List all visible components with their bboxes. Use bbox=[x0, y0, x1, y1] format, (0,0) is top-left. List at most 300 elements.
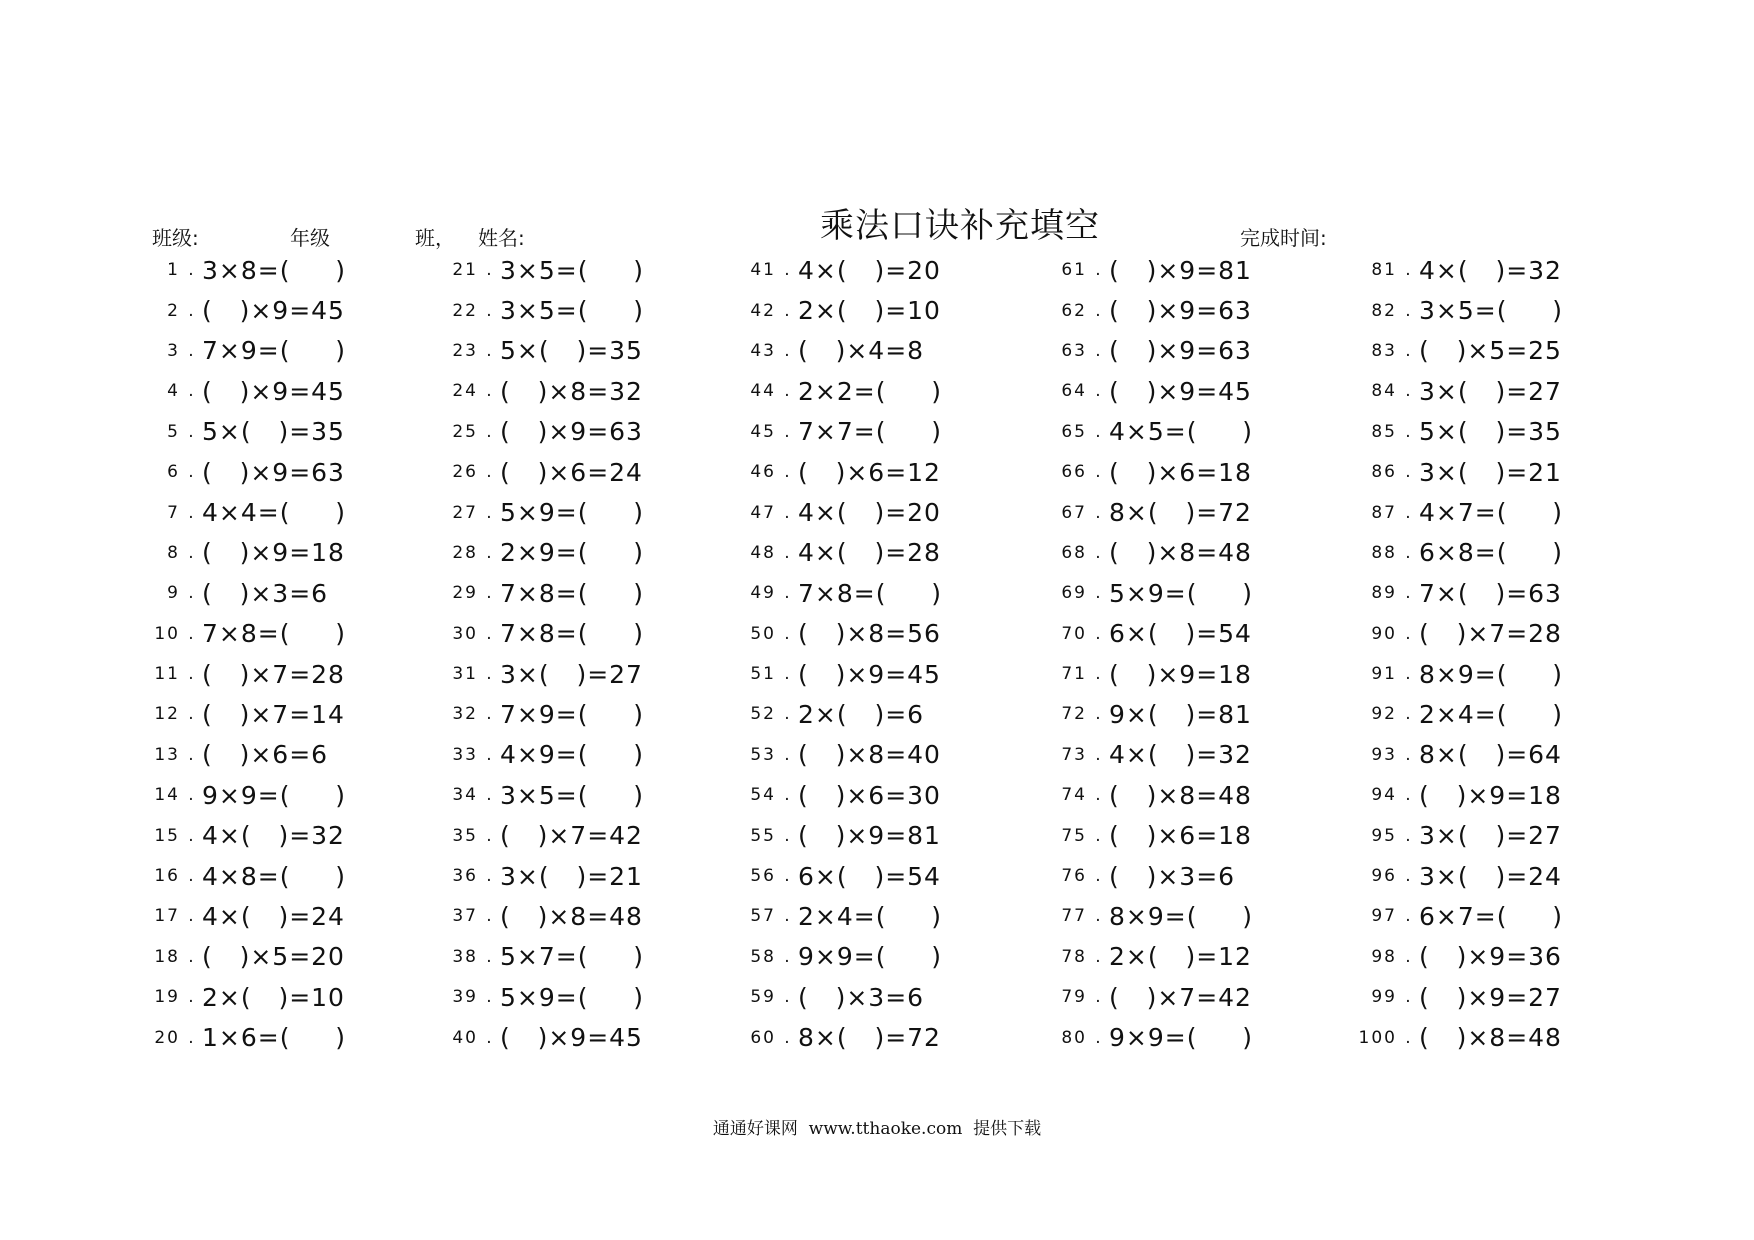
equation-text: ( )×4=8 bbox=[798, 336, 925, 366]
number-separator: . bbox=[486, 1027, 492, 1048]
number-separator: . bbox=[486, 623, 492, 644]
equation-text: ( )×6=6 bbox=[202, 740, 329, 770]
problem-row bbox=[110, 856, 400, 896]
class-label: 班级: bbox=[152, 226, 199, 250]
problem-row bbox=[110, 815, 400, 855]
problem-row bbox=[706, 856, 996, 896]
grade-label: 年级 bbox=[290, 226, 330, 250]
equation-text: 4×( )=20 bbox=[798, 255, 941, 285]
number-separator: . bbox=[784, 825, 790, 846]
equation-text: 3×( )=27 bbox=[1419, 821, 1562, 851]
number-separator: . bbox=[1095, 542, 1101, 563]
number-separator: . bbox=[784, 906, 790, 927]
equation-text: ( )×7=42 bbox=[1109, 982, 1252, 1012]
equation-text: 3×( )=27 bbox=[1419, 376, 1562, 406]
number-separator: . bbox=[486, 381, 492, 402]
problem-number: 12 bbox=[154, 704, 180, 725]
problem-row bbox=[408, 977, 698, 1017]
equation-text: ( )×9=18 bbox=[1419, 780, 1562, 810]
problem-row bbox=[1327, 694, 1617, 734]
problem-number: 94 bbox=[1371, 785, 1397, 806]
number-separator: . bbox=[784, 664, 790, 685]
problem-number: 56 bbox=[750, 866, 776, 887]
problem-row bbox=[1017, 614, 1307, 654]
problem-row bbox=[408, 331, 698, 371]
equation-text: ( )×9=27 bbox=[1419, 982, 1562, 1012]
problem-number: 33 bbox=[452, 744, 478, 765]
number-separator: . bbox=[486, 260, 492, 281]
equation-text: 7×8=( ) bbox=[798, 578, 942, 608]
problem-number: 38 bbox=[452, 946, 478, 967]
number-separator: . bbox=[1095, 1027, 1101, 1048]
problem-number: 17 bbox=[154, 906, 180, 927]
number-separator: . bbox=[486, 583, 492, 604]
problem-number: 23 bbox=[452, 340, 478, 361]
problem-row bbox=[706, 694, 996, 734]
problem-row bbox=[110, 654, 400, 694]
problem-row bbox=[706, 775, 996, 815]
problem-row bbox=[1017, 654, 1307, 694]
number-separator: . bbox=[486, 825, 492, 846]
problem-number: 25 bbox=[452, 421, 478, 442]
equation-text: 2×4=( ) bbox=[798, 901, 942, 931]
problem-row bbox=[1327, 452, 1617, 492]
problem-number: 77 bbox=[1061, 906, 1087, 927]
number-separator: . bbox=[486, 866, 492, 887]
number-separator: . bbox=[1405, 825, 1411, 846]
problem-row bbox=[1017, 250, 1307, 290]
problem-number: 21 bbox=[452, 260, 478, 281]
problem-row bbox=[706, 937, 996, 977]
equation-text: 8×( )=72 bbox=[798, 1023, 941, 1053]
number-separator: . bbox=[784, 421, 790, 442]
problem-number: 57 bbox=[750, 906, 776, 927]
number-separator: . bbox=[188, 785, 194, 806]
number-separator: . bbox=[1095, 421, 1101, 442]
problem-row bbox=[1017, 856, 1307, 896]
problem-number: 74 bbox=[1061, 785, 1087, 806]
number-separator: . bbox=[1095, 946, 1101, 967]
equation-text: 6×( )=54 bbox=[1109, 619, 1252, 649]
problem-number: 1 bbox=[167, 260, 180, 281]
problem-number: 29 bbox=[452, 583, 478, 604]
problem-number: 20 bbox=[154, 1027, 180, 1048]
number-separator: . bbox=[1095, 340, 1101, 361]
problem-row bbox=[408, 654, 698, 694]
problem-number: 97 bbox=[1371, 906, 1397, 927]
problem-row bbox=[110, 977, 400, 1017]
problem-row bbox=[1327, 614, 1617, 654]
problem-row bbox=[110, 937, 400, 977]
problem-number: 40 bbox=[452, 1027, 478, 1048]
problem-row bbox=[706, 452, 996, 492]
problem-number: 98 bbox=[1371, 946, 1397, 967]
equation-text: ( )×6=12 bbox=[798, 457, 941, 487]
problem-row bbox=[110, 331, 400, 371]
problem-number: 32 bbox=[452, 704, 478, 725]
equation-text: 7×8=( ) bbox=[500, 578, 644, 608]
problem-row bbox=[1327, 977, 1617, 1017]
problem-row bbox=[408, 614, 698, 654]
completion-time-label: 完成时间: bbox=[1240, 226, 1327, 250]
number-separator: . bbox=[188, 866, 194, 887]
number-separator: . bbox=[486, 946, 492, 967]
equation-text: ( )×8=40 bbox=[798, 740, 941, 770]
number-separator: . bbox=[486, 987, 492, 1008]
problem-number: 85 bbox=[1371, 421, 1397, 442]
number-separator: . bbox=[1405, 906, 1411, 927]
problem-number: 18 bbox=[154, 946, 180, 967]
problem-row bbox=[408, 290, 698, 330]
equation-text: 5×( )=35 bbox=[500, 336, 643, 366]
problem-row bbox=[408, 250, 698, 290]
problem-number: 37 bbox=[452, 906, 478, 927]
number-separator: . bbox=[486, 462, 492, 483]
problem-number: 48 bbox=[750, 542, 776, 563]
problem-column-2 bbox=[408, 250, 698, 1058]
problem-number: 81 bbox=[1371, 260, 1397, 281]
number-separator: . bbox=[1405, 421, 1411, 442]
equation-text: ( )×6=30 bbox=[798, 780, 941, 810]
problem-row bbox=[1327, 371, 1617, 411]
problem-number: 63 bbox=[1061, 340, 1087, 361]
equation-text: ( )×9=45 bbox=[500, 1023, 643, 1053]
problem-row bbox=[408, 1017, 698, 1057]
equation-text: 4×( )=32 bbox=[202, 821, 345, 851]
problem-number: 2 bbox=[167, 300, 180, 321]
number-separator: . bbox=[784, 785, 790, 806]
problem-number: 7 bbox=[167, 502, 180, 523]
problem-number: 73 bbox=[1061, 744, 1087, 765]
problem-row bbox=[408, 896, 698, 936]
equation-text: 6×8=( ) bbox=[1419, 538, 1563, 568]
number-separator: . bbox=[486, 744, 492, 765]
equation-text: 1×6=( ) bbox=[202, 1023, 346, 1053]
number-separator: . bbox=[1095, 260, 1101, 281]
problem-number: 72 bbox=[1061, 704, 1087, 725]
problem-row bbox=[1327, 815, 1617, 855]
problem-number: 53 bbox=[750, 744, 776, 765]
number-separator: . bbox=[1405, 260, 1411, 281]
number-separator: . bbox=[486, 542, 492, 563]
equation-text: ( )×9=81 bbox=[798, 821, 941, 851]
equation-text: ( )×8=48 bbox=[1109, 780, 1252, 810]
problem-row bbox=[1017, 412, 1307, 452]
problem-row bbox=[110, 573, 400, 613]
equation-text: 5×( )=35 bbox=[202, 417, 345, 447]
problem-number: 49 bbox=[750, 583, 776, 604]
equation-text: 4×( )=28 bbox=[798, 538, 941, 568]
problem-column-4 bbox=[1017, 250, 1307, 1058]
number-separator: . bbox=[784, 866, 790, 887]
equation-text: 6×( )=54 bbox=[798, 861, 941, 891]
number-separator: . bbox=[784, 987, 790, 1008]
problem-row bbox=[1327, 250, 1617, 290]
number-separator: . bbox=[784, 462, 790, 483]
number-separator: . bbox=[1095, 744, 1101, 765]
equation-text: 7×9=( ) bbox=[500, 699, 644, 729]
number-separator: . bbox=[1405, 987, 1411, 1008]
problem-column-1 bbox=[110, 250, 400, 1058]
equation-text: 2×( )=6 bbox=[798, 699, 925, 729]
problem-row bbox=[1017, 533, 1307, 573]
number-separator: . bbox=[188, 260, 194, 281]
number-separator: . bbox=[188, 462, 194, 483]
problem-row bbox=[1017, 735, 1307, 775]
problem-number: 51 bbox=[750, 664, 776, 685]
problem-number: 3 bbox=[167, 340, 180, 361]
problem-row bbox=[706, 533, 996, 573]
problem-row bbox=[1017, 371, 1307, 411]
number-separator: . bbox=[1405, 462, 1411, 483]
problem-number: 67 bbox=[1061, 502, 1087, 523]
number-separator: . bbox=[784, 340, 790, 361]
equation-text: 8×( )=64 bbox=[1419, 740, 1562, 770]
problem-number: 86 bbox=[1371, 462, 1397, 483]
problem-number: 58 bbox=[750, 946, 776, 967]
number-separator: . bbox=[486, 502, 492, 523]
number-separator: . bbox=[188, 340, 194, 361]
number-separator: . bbox=[486, 664, 492, 685]
problem-row bbox=[408, 492, 698, 532]
equation-text: ( )×9=63 bbox=[1109, 336, 1252, 366]
equation-text: 7×8=( ) bbox=[202, 619, 346, 649]
problem-number: 36 bbox=[452, 866, 478, 887]
problem-row bbox=[110, 614, 400, 654]
number-separator: . bbox=[188, 421, 194, 442]
number-separator: . bbox=[1405, 542, 1411, 563]
problem-number: 83 bbox=[1371, 340, 1397, 361]
equation-text: 4×( )=24 bbox=[202, 901, 345, 931]
problem-number: 76 bbox=[1061, 866, 1087, 887]
equation-text: 9×9=( ) bbox=[1109, 1023, 1253, 1053]
problem-number: 24 bbox=[452, 381, 478, 402]
problem-number: 9 bbox=[167, 583, 180, 604]
equation-text: ( )×6=24 bbox=[500, 457, 643, 487]
problem-row bbox=[110, 896, 400, 936]
problem-row bbox=[110, 775, 400, 815]
number-separator: . bbox=[1095, 381, 1101, 402]
problem-row bbox=[408, 694, 698, 734]
problem-row bbox=[706, 614, 996, 654]
problem-row bbox=[706, 492, 996, 532]
number-separator: . bbox=[1405, 785, 1411, 806]
number-separator: . bbox=[1095, 866, 1101, 887]
problem-row bbox=[1017, 815, 1307, 855]
number-separator: . bbox=[1405, 866, 1411, 887]
problem-row bbox=[408, 735, 698, 775]
equation-text: ( )×8=48 bbox=[500, 901, 643, 931]
problem-row bbox=[706, 250, 996, 290]
problem-row bbox=[1327, 775, 1617, 815]
footer-credit: 通通好课网 www.tthaoke.com 提供下载 bbox=[712, 1119, 1042, 1139]
number-separator: . bbox=[1405, 1027, 1411, 1048]
problem-row bbox=[1327, 492, 1617, 532]
number-separator: . bbox=[188, 583, 194, 604]
problem-number: 31 bbox=[452, 664, 478, 685]
problem-number: 95 bbox=[1371, 825, 1397, 846]
problem-row bbox=[408, 937, 698, 977]
problem-number: 66 bbox=[1061, 462, 1087, 483]
number-separator: . bbox=[1095, 623, 1101, 644]
equation-text: 3×( )=24 bbox=[1419, 861, 1562, 891]
problem-row bbox=[1327, 331, 1617, 371]
problem-row bbox=[1017, 1017, 1307, 1057]
problem-number: 30 bbox=[452, 623, 478, 644]
number-separator: . bbox=[1095, 300, 1101, 321]
problem-row bbox=[706, 331, 996, 371]
number-separator: . bbox=[188, 987, 194, 1008]
number-separator: . bbox=[784, 502, 790, 523]
number-separator: . bbox=[188, 825, 194, 846]
number-separator: . bbox=[188, 502, 194, 523]
equation-text: 3×5=( ) bbox=[1419, 296, 1563, 326]
problem-number: 65 bbox=[1061, 421, 1087, 442]
problem-number: 59 bbox=[750, 987, 776, 1008]
number-separator: . bbox=[784, 300, 790, 321]
number-separator: . bbox=[486, 785, 492, 806]
equation-text: 2×2=( ) bbox=[798, 376, 942, 406]
equation-text: 4×( )=20 bbox=[798, 498, 941, 528]
problem-row bbox=[1327, 573, 1617, 613]
problem-number: 54 bbox=[750, 785, 776, 806]
equation-text: ( )×9=18 bbox=[202, 538, 345, 568]
problem-number: 87 bbox=[1371, 502, 1397, 523]
problem-row bbox=[110, 412, 400, 452]
problem-number: 8 bbox=[167, 542, 180, 563]
number-separator: . bbox=[486, 421, 492, 442]
equation-text: 9×9=( ) bbox=[202, 780, 346, 810]
problem-number: 100 bbox=[1358, 1027, 1397, 1048]
problem-row bbox=[1017, 573, 1307, 613]
problem-number: 79 bbox=[1061, 987, 1087, 1008]
problem-number: 11 bbox=[154, 664, 180, 685]
problem-row bbox=[1327, 937, 1617, 977]
problem-row bbox=[408, 371, 698, 411]
problem-number: 52 bbox=[750, 704, 776, 725]
problem-number: 47 bbox=[750, 502, 776, 523]
number-separator: . bbox=[784, 623, 790, 644]
problem-number: 88 bbox=[1371, 542, 1397, 563]
number-separator: . bbox=[486, 906, 492, 927]
problem-number: 90 bbox=[1371, 623, 1397, 644]
problem-row bbox=[1327, 1017, 1617, 1057]
number-separator: . bbox=[1405, 744, 1411, 765]
equation-text: ( )×7=42 bbox=[500, 821, 643, 851]
number-separator: . bbox=[784, 260, 790, 281]
problem-number: 80 bbox=[1061, 1027, 1087, 1048]
equation-text: ( )×8=48 bbox=[1419, 1023, 1562, 1053]
problem-number: 70 bbox=[1061, 623, 1087, 644]
equation-text: 2×4=( ) bbox=[1419, 699, 1563, 729]
problem-row bbox=[1017, 331, 1307, 371]
equation-text: ( )×9=36 bbox=[1419, 942, 1562, 972]
number-separator: . bbox=[1405, 583, 1411, 604]
problem-row bbox=[110, 694, 400, 734]
problem-row bbox=[110, 735, 400, 775]
number-separator: . bbox=[1095, 704, 1101, 725]
problem-number: 78 bbox=[1061, 946, 1087, 967]
problem-number: 14 bbox=[154, 785, 180, 806]
problem-row bbox=[1017, 452, 1307, 492]
problem-row bbox=[110, 452, 400, 492]
problem-row bbox=[408, 573, 698, 613]
equation-text: 7×9=( ) bbox=[202, 336, 346, 366]
problem-number: 99 bbox=[1371, 987, 1397, 1008]
equation-text: 5×7=( ) bbox=[500, 942, 644, 972]
problem-row bbox=[1327, 654, 1617, 694]
equation-text: 2×( )=10 bbox=[798, 296, 941, 326]
number-separator: . bbox=[1405, 300, 1411, 321]
number-separator: . bbox=[784, 583, 790, 604]
problem-number: 28 bbox=[452, 542, 478, 563]
equation-text: ( )×9=63 bbox=[500, 417, 643, 447]
problem-row bbox=[1017, 896, 1307, 936]
problem-number: 91 bbox=[1371, 664, 1397, 685]
problem-row bbox=[1017, 694, 1307, 734]
problem-number: 16 bbox=[154, 866, 180, 887]
equation-text: 9×( )=81 bbox=[1109, 699, 1252, 729]
number-separator: . bbox=[188, 1027, 194, 1048]
number-separator: . bbox=[1095, 664, 1101, 685]
equation-text: 5×( )=35 bbox=[1419, 417, 1562, 447]
problem-row bbox=[706, 412, 996, 452]
number-separator: . bbox=[188, 300, 194, 321]
equation-text: ( )×3=6 bbox=[798, 982, 925, 1012]
equation-text: 8×9=( ) bbox=[1109, 901, 1253, 931]
number-separator: . bbox=[1405, 623, 1411, 644]
problem-number: 75 bbox=[1061, 825, 1087, 846]
number-separator: . bbox=[1405, 381, 1411, 402]
equation-text: 4×7=( ) bbox=[1419, 498, 1563, 528]
problem-row bbox=[408, 452, 698, 492]
equation-text: 2×9=( ) bbox=[500, 538, 644, 568]
problem-row bbox=[110, 533, 400, 573]
problem-number: 64 bbox=[1061, 381, 1087, 402]
problem-row bbox=[706, 290, 996, 330]
equation-text: ( )×7=28 bbox=[202, 659, 345, 689]
class-suffix-label: 班， bbox=[415, 226, 455, 250]
number-separator: . bbox=[1405, 704, 1411, 725]
equation-text: 4×9=( ) bbox=[500, 740, 644, 770]
equation-text: 9×9=( ) bbox=[798, 942, 942, 972]
number-separator: . bbox=[188, 946, 194, 967]
equation-text: ( )×9=18 bbox=[1109, 659, 1252, 689]
problem-row bbox=[110, 290, 400, 330]
equation-text: ( )×6=18 bbox=[1109, 457, 1252, 487]
equation-text: ( )×3=6 bbox=[202, 578, 329, 608]
equation-text: ( )×6=18 bbox=[1109, 821, 1252, 851]
problem-number: 61 bbox=[1061, 260, 1087, 281]
name-label: 姓名: bbox=[478, 226, 525, 250]
problem-number: 41 bbox=[750, 260, 776, 281]
problem-number: 39 bbox=[452, 987, 478, 1008]
equation-text: 3×( )=21 bbox=[1419, 457, 1562, 487]
problem-number: 50 bbox=[750, 623, 776, 644]
problem-row bbox=[1327, 290, 1617, 330]
problem-row bbox=[110, 371, 400, 411]
number-separator: . bbox=[1095, 785, 1101, 806]
problem-row bbox=[110, 1017, 400, 1057]
number-separator: . bbox=[1095, 906, 1101, 927]
number-separator: . bbox=[1405, 946, 1411, 967]
number-separator: . bbox=[188, 542, 194, 563]
equation-text: 4×5=( ) bbox=[1109, 417, 1253, 447]
problem-row bbox=[706, 1017, 996, 1057]
equation-text: ( )×9=81 bbox=[1109, 255, 1252, 285]
problem-row bbox=[110, 492, 400, 532]
problem-row bbox=[1017, 492, 1307, 532]
